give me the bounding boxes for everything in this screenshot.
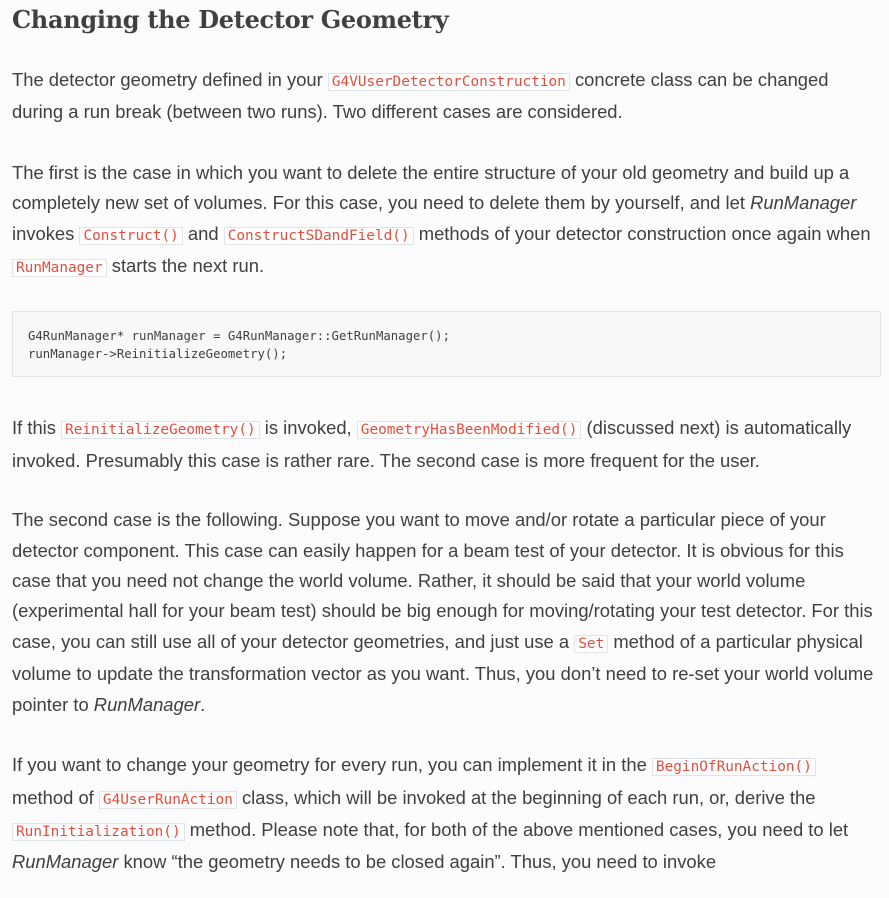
code-construct: Construct() [79, 227, 182, 245]
text: know “the geometry needs to be closed again”. Thus, you need to invoke [118, 851, 717, 873]
code-line-1: G4RunManager* runManager = G4RunManager::GetRunManager(); [28, 329, 450, 344]
code-run-initialization: RunInitialization() [12, 823, 185, 841]
text: method of [12, 786, 99, 808]
text: If this [12, 417, 62, 439]
text: methods of your detector construction once again when [413, 222, 871, 244]
code-begin-of-run-action: BeginOfRunAction() [652, 758, 816, 776]
paragraph-intro [12, 65, 881, 128]
text: If you want to change your geometry for every run, you can implement it in the [12, 754, 652, 776]
text: class, which will be invoked at the beginning of each run, or, derive the [236, 786, 816, 808]
code-line-2: runManager->ReinitializeGeometry(); [28, 347, 288, 362]
code-detector-construction: G4VUserDetectorConstruction [328, 73, 570, 91]
paragraph-first-case [12, 158, 881, 284]
code-construct-sd-and-field: ConstructSDandField() [224, 227, 414, 245]
paragraph-reinitialize [12, 413, 881, 476]
text: The first is the case in which you want to delete the entire structure of your old geometry and build up a completely new set of volumes. For this case, you need to delete them by yourself, and let [12, 161, 850, 214]
code-reinitialize-geometry: ReinitializeGeometry() [61, 421, 260, 439]
text: and [182, 222, 224, 244]
text: . [200, 693, 206, 715]
code-block [12, 311, 881, 377]
emphasis-run-manager: RunManager [12, 851, 119, 873]
code-run-manager: RunManager [12, 259, 107, 277]
text: (discussed next) is automatically invoked. Presumably this case is rather rare. The second case is more frequent for the user. [12, 417, 852, 471]
paragraph-every-run [12, 750, 881, 878]
text: The second case is the following. Suppose you want to move and/or rotate a particular piece of your detector component. This case can easily happen for a beam test of your detector. It is obvious for this case that you need not change the world volume. Rather, it should be said that your world volume (experimental hall for your beam test) should be big enough for moving/rotating your test detector. For this case, you can still use all of your detector geometries, and just use a [12, 509, 873, 652]
paragraph-second-case [12, 505, 881, 720]
text: The detector geometry defined in your [12, 69, 328, 90]
text: is invoked, [259, 417, 357, 439]
code-geometry-has-been-modified: GeometryHasBeenModified() [357, 421, 582, 439]
text: concrete class can be changed during a run break (between two runs). Two different cases are considered. [12, 69, 829, 123]
emphasis-run-manager: RunManager [93, 693, 201, 715]
emphasis-run-manager: RunManager [750, 192, 857, 214]
text: method of a particular physical volume to update the transformation vector as you want. Thus, you don’t need to re-set your world volume pointer to [12, 630, 874, 715]
text: invokes [12, 222, 80, 244]
text: starts the next run. [106, 255, 265, 277]
code-g4-user-run-action: G4UserRunAction [99, 791, 237, 809]
page-title: Changing the Detector Geometry [12, 5, 449, 34]
text: method. Please note that, for both of the above mentioned cases, you need to let [184, 818, 849, 840]
code-set: Set [574, 635, 608, 653]
